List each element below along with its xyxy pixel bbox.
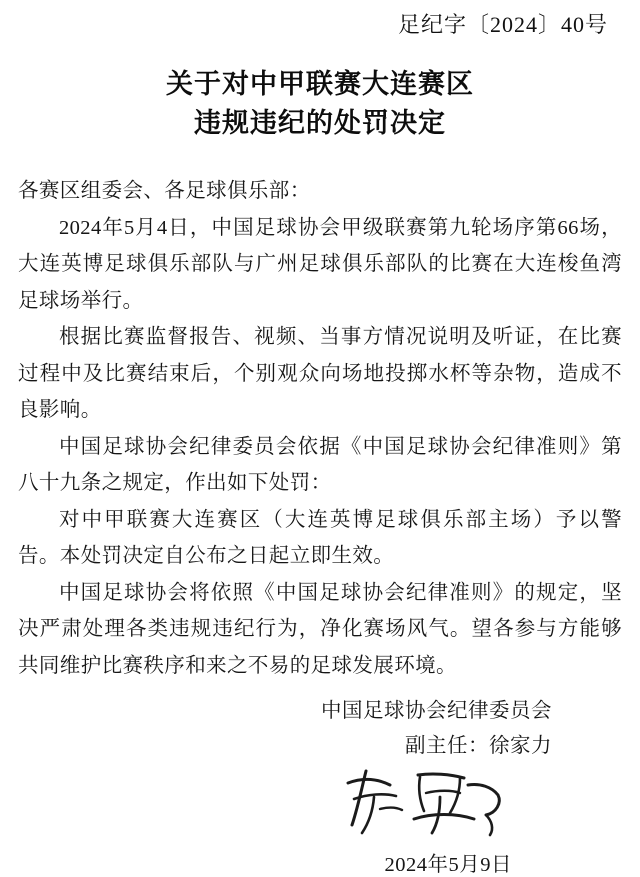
paragraph-statement: 中国足球协会将依照《中国足球协会纪律准则》的规定，坚决严肃处理各类违规违纪行为，净化赛场风气。望各参与方能够共同维护比赛秩序和来之不易的足球发展环境。 [18, 581, 622, 677]
document-body [18, 173, 622, 684]
signature-block [18, 694, 622, 765]
paragraph-match-info: 2024年5月4日，中国足球协会甲级联赛第九轮场序第66场，大连英博足球俱乐部队与广州足球俱乐部队的比赛在大连梭鱼湾足球场举行。 [18, 216, 622, 312]
document-number: 足纪字〔2024〕40号 [397, 12, 608, 37]
signer-title: 副主任：徐家力 [405, 735, 552, 758]
signature-date: 2024年5月9日 [384, 853, 512, 876]
paragraph-salutation: 各赛区组委会、各足球俱乐部： [18, 180, 311, 203]
paragraph-penalty: 对中甲联赛大连赛区（大连英博足球俱乐部主场）予以警告。本处罚决定自公布之日起立即生效。 [18, 508, 622, 568]
paragraph-incident: 根据比赛监督报告、视频、当事方情况说明及听证，在比赛过程中及比赛结束后，个别观众向场地投掷水杯等杂物，造成不良影响。 [18, 326, 622, 422]
title-line-1: 关于对中甲联赛大连赛区 [166, 69, 474, 99]
page-title [18, 65, 622, 143]
signer-organization: 中国足球协会纪律委员会 [321, 700, 552, 723]
handwritten-signature [18, 767, 622, 845]
paragraph-regulation: 中国足球协会纪律委员会依据《中国足球协会纪律准则》第八十九条之规定，作出如下处罚： [18, 435, 622, 495]
title-line-2: 违规违纪的处罚决定 [194, 108, 446, 139]
